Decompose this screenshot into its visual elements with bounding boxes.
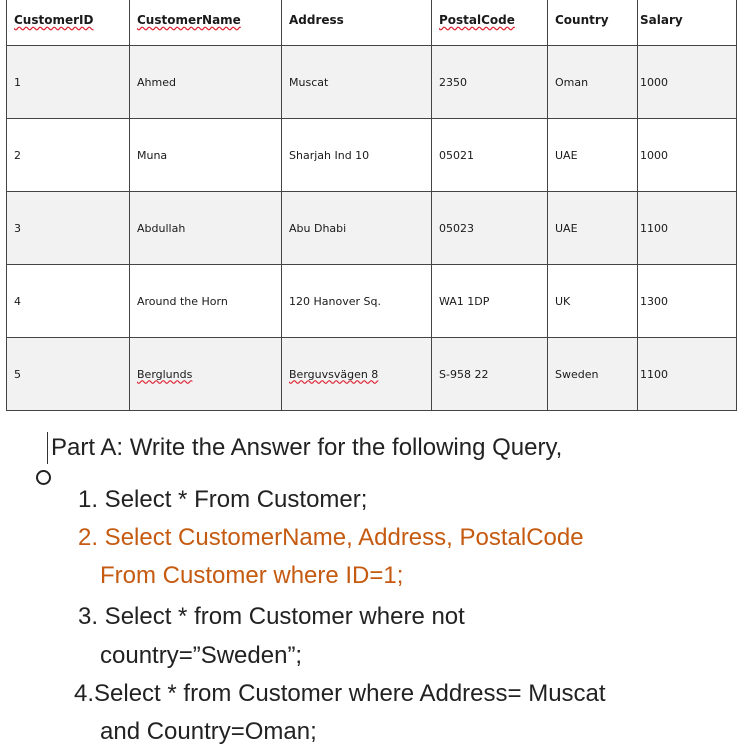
customer-table: [6, 0, 737, 411]
cell-postal: S-958 22: [432, 338, 548, 411]
cell-id: 2: [7, 119, 130, 192]
cell-country: Oman: [548, 46, 638, 119]
cell-country: Sweden: [548, 338, 638, 411]
cell-postal: WA1 1DP: [432, 265, 548, 338]
cell-salary: 1000: [638, 46, 737, 119]
table-row: [7, 119, 737, 192]
cell-address: Muscat: [282, 46, 432, 119]
table-row: [7, 338, 737, 411]
cell-name: Abdullah: [130, 192, 282, 265]
cell-name: Around the Horn: [130, 265, 282, 338]
cell-name: Berglunds: [130, 338, 282, 411]
cell-name: Ahmed: [130, 46, 282, 119]
circle-marker-icon: [36, 470, 51, 485]
cell-salary: 1000: [638, 119, 737, 192]
cell-address: 120 Hanover Sq.: [282, 265, 432, 338]
query-3-line-2: country=”Sweden”;: [100, 642, 303, 669]
header-address: Address: [282, 0, 432, 46]
query-1: 1. Select * From Customer;: [78, 486, 368, 513]
text-cursor: [47, 432, 48, 464]
header-country: Country: [548, 0, 638, 46]
query-4-line-1: 4.Select * from Customer where Address= Muscat: [74, 680, 606, 707]
part-a-heading: Part A: Write the Answer for the following Query,: [51, 434, 563, 461]
cell-postal: 05021: [432, 119, 548, 192]
cell-salary: 1100: [638, 338, 737, 411]
cell-country: UAE: [548, 192, 638, 265]
header-postalcode: PostalCode: [432, 0, 548, 46]
query-4-line-2: and Country=Oman;: [100, 718, 317, 745]
cell-name: Muna: [130, 119, 282, 192]
cell-address: Berguvsvägen 8: [282, 338, 432, 411]
header-salary: Salary: [638, 0, 737, 46]
cell-salary: 1100: [638, 192, 737, 265]
query-2-line-1: 2. Select CustomerName, Address, PostalCode: [78, 524, 584, 551]
cell-address: Abu Dhabi: [282, 192, 432, 265]
cell-id: 1: [7, 46, 130, 119]
query-2-line-2: From Customer where ID=1;: [100, 562, 404, 589]
table-row: [7, 265, 737, 338]
header-customerid: CustomerID: [7, 0, 130, 46]
cell-country: UAE: [548, 119, 638, 192]
cell-postal: 05023: [432, 192, 548, 265]
table-row: [7, 46, 737, 119]
header-customername: CustomerName: [130, 0, 282, 46]
cell-country: UK: [548, 265, 638, 338]
table-row: [7, 192, 737, 265]
cell-address: Sharjah Ind 10: [282, 119, 432, 192]
table-header-row: [7, 0, 737, 46]
cell-id: 5: [7, 338, 130, 411]
cell-id: 4: [7, 265, 130, 338]
cell-id: 3: [7, 192, 130, 265]
cell-salary: 1300: [638, 265, 737, 338]
cell-postal: 2350: [432, 46, 548, 119]
query-3-line-1: 3. Select * from Customer where not: [78, 603, 465, 630]
